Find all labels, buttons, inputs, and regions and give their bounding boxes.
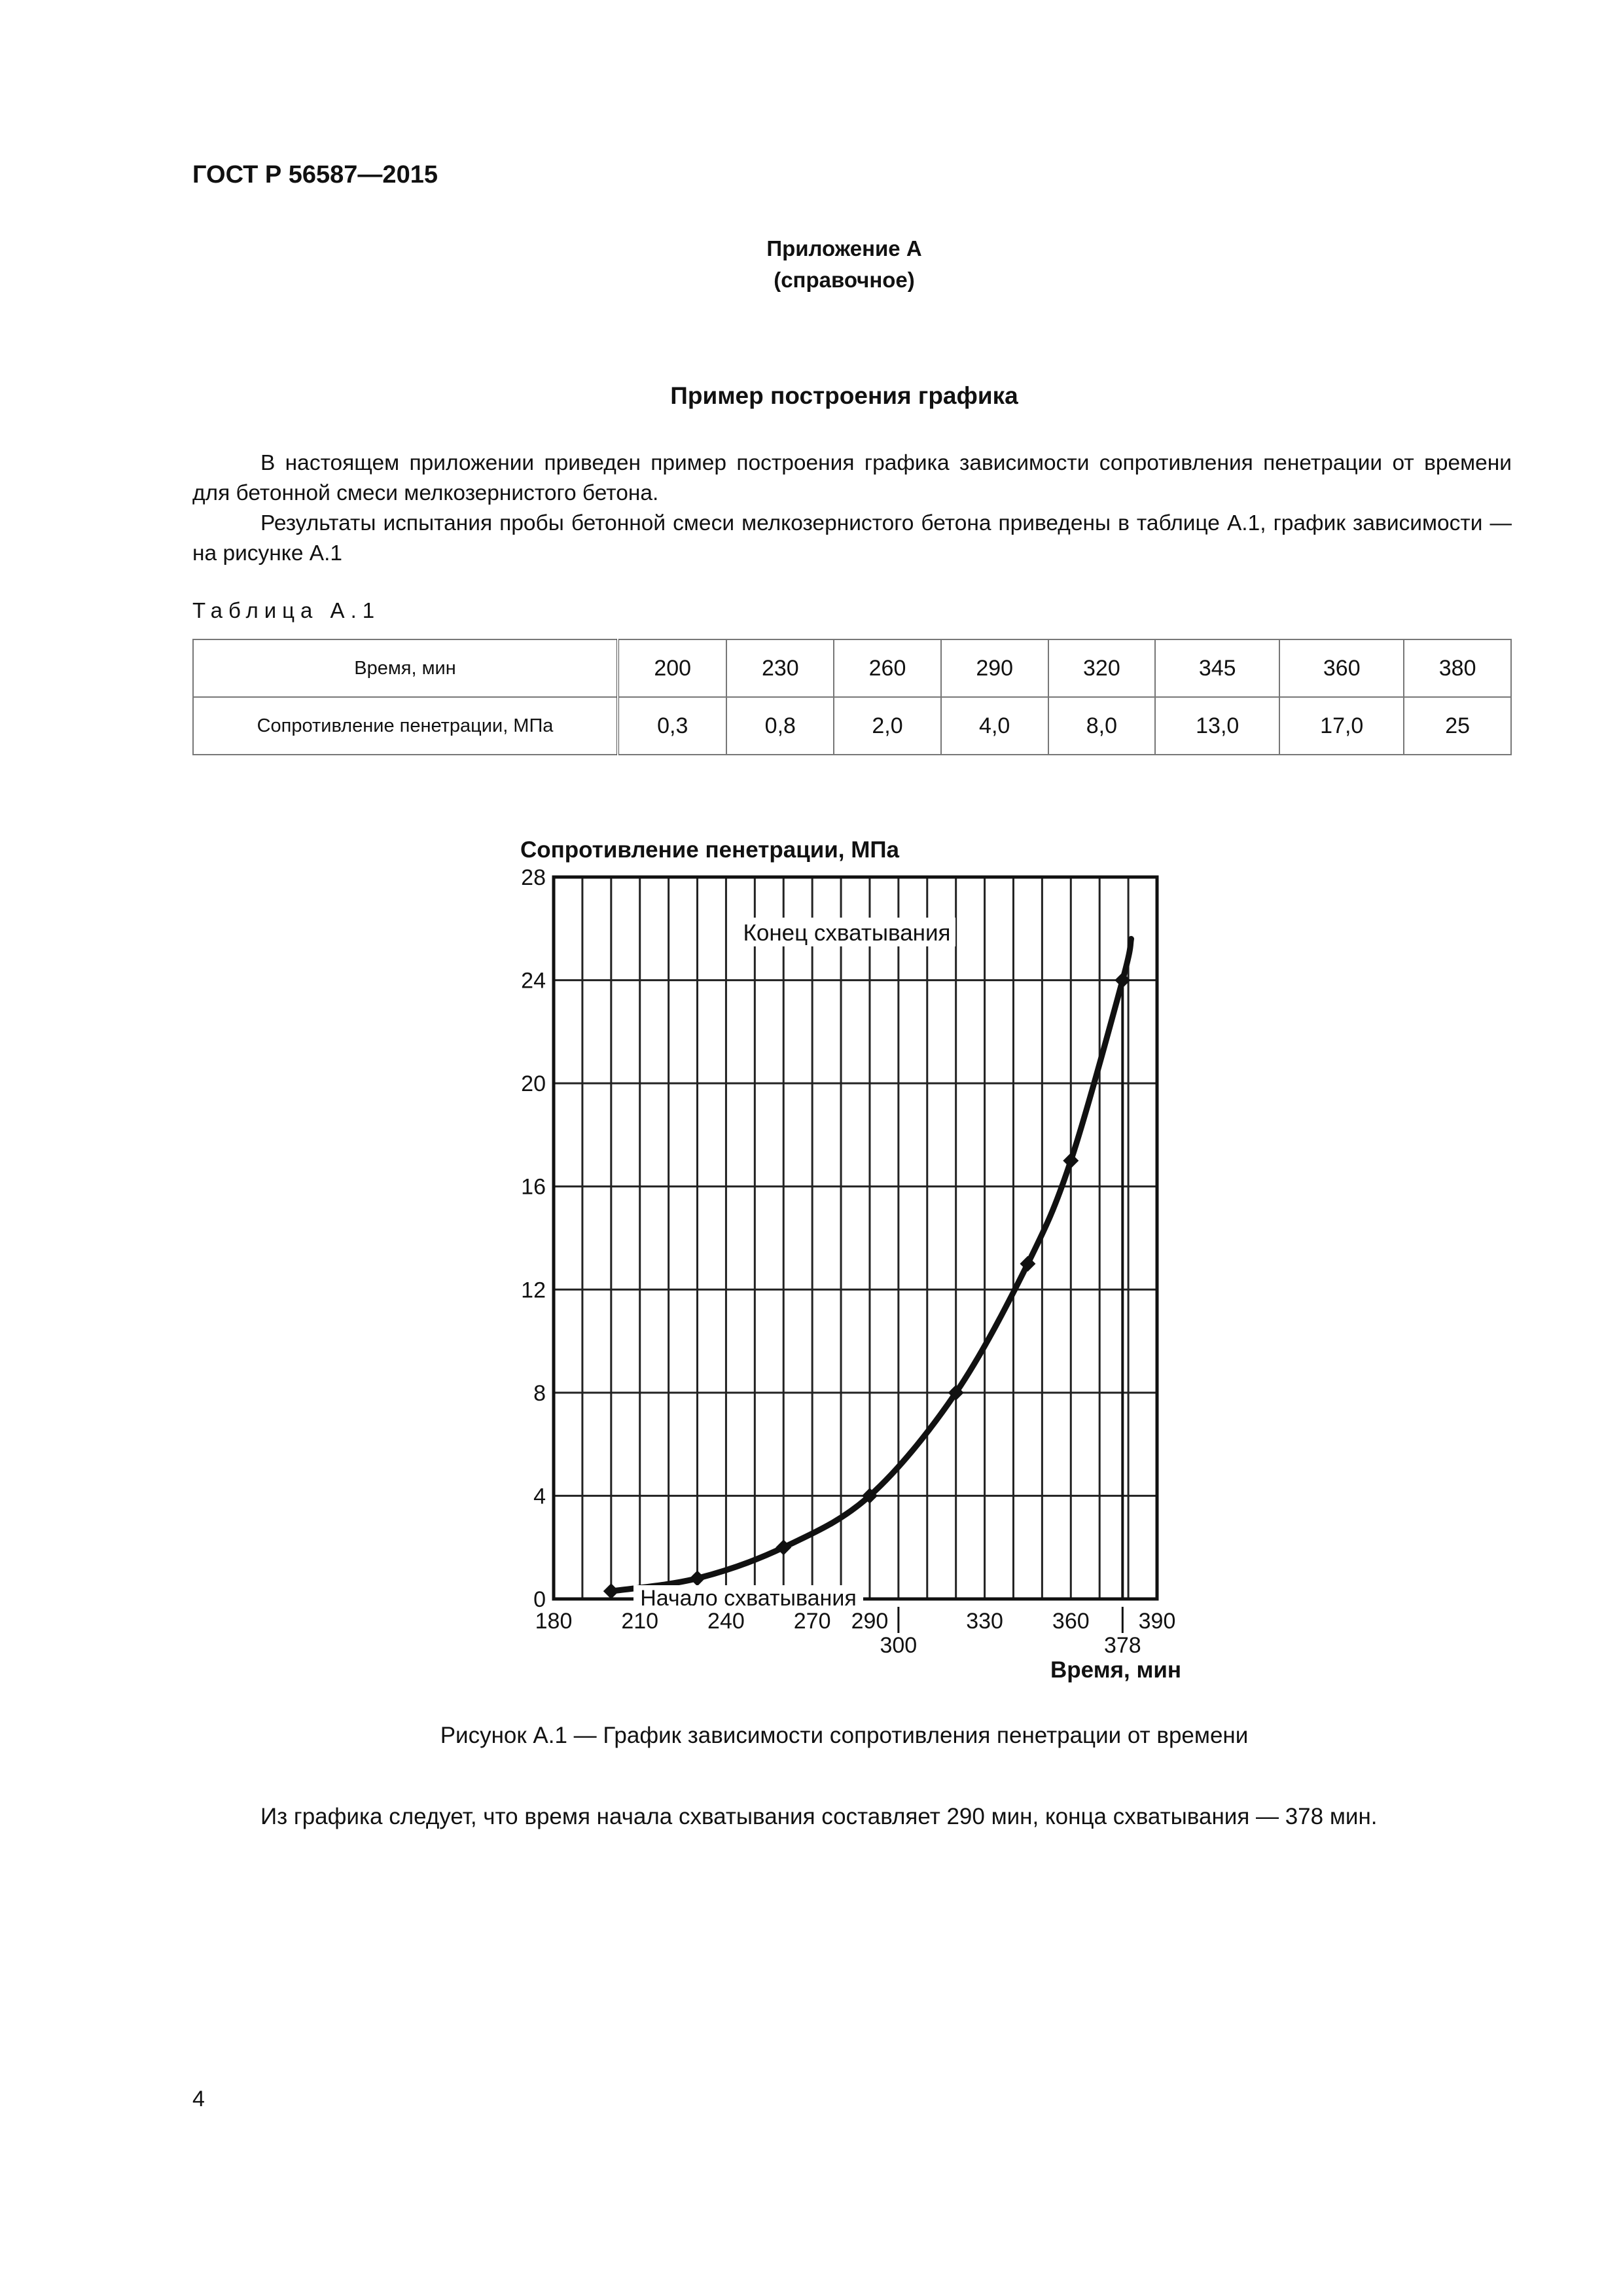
y-axis-title: Сопротивление пенетрации, МПа [520,837,899,863]
appendix-subtitle: (справочное) [774,268,915,292]
x-extra-tick-label: 378 [1103,1633,1141,1658]
table-cell: 320 [1048,639,1156,697]
y-tick-label: 20 [521,1071,546,1097]
end-setting-label: Конец схватывания [743,920,951,946]
table-cell: 13,0 [1155,697,1279,755]
x-tick-label: 180 [535,1609,573,1634]
table-cell: 230 [726,639,834,697]
table-cell: 380 [1404,639,1511,697]
x-extra-tick-label: 300 [880,1633,918,1658]
data-point-marker [690,1570,705,1586]
y-tick-label: 24 [521,968,546,994]
table-cell: 0,8 [726,697,834,755]
x-tick-label: 270 [793,1609,831,1634]
conclusion-text: Из графика следует, что время начала схватывания составляет 290 мин, конца схватывания — 378 мин. [260,1804,1378,1829]
table-cell: 0,3 [618,697,726,755]
table-cell: 8,0 [1048,697,1156,755]
y-tick-label: 16 [521,1174,546,1200]
table-cell: 290 [941,639,1048,697]
appendix-title: Приложение А [766,236,922,260]
paragraph-results: Результаты испытания пробы бетонной смеси мелкозернистого бетона приведены в таблице А.1, график зависимости — на рисунке А.1 [192,511,1512,565]
x-tick-label: 240 [707,1609,745,1634]
table-cell: 4,0 [941,697,1048,755]
x-tick-label: 330 [966,1609,1003,1634]
y-tick-label: 8 [533,1380,546,1406]
table-cell: 260 [834,639,941,697]
x-tick-label: 390 [1138,1609,1176,1634]
data-point-marker [1063,1153,1079,1168]
y-tick-label: 12 [521,1278,546,1303]
x-tick-label: 360 [1052,1609,1090,1634]
table-cell: 25 [1404,697,1511,755]
page-number: 4 [192,2087,205,2111]
table-cell: 360 [1279,639,1404,697]
section-title: Пример построения графика [670,382,1018,409]
table-cell: 2,0 [834,697,941,755]
plot-frame [554,877,1157,1599]
figure-caption: Рисунок А.1 — График зависимости сопротивления пенетрации от времени [440,1723,1249,1748]
table-cell: 17,0 [1279,697,1404,755]
x-tick-label: 210 [621,1609,659,1634]
y-tick-label: 28 [521,865,546,890]
start-setting-label: Начало схватывания [640,1586,857,1611]
data-point-marker [603,1583,619,1599]
y-tick-label: 4 [533,1484,546,1509]
paragraph-intro: В настоящем приложении приведен пример построения графика зависимости сопротивления пенетрации от времени для бетонной смеси мелкозернистого бетона. [192,451,1512,505]
table-row-label: Сопротивление пенетрации, МПа [193,697,618,755]
x-tick-label: 290 [851,1609,889,1634]
table-cell: 345 [1155,639,1279,697]
table-row-label: Время, мин [193,639,618,697]
table-caption: Таблица А.1 [192,598,381,622]
y-tick-label: 0 [533,1587,546,1612]
document-header: ГОСТ Р 56587—2015 [192,161,438,188]
table-cell: 200 [618,639,726,697]
x-axis-title: Время, мин [1050,1657,1181,1683]
